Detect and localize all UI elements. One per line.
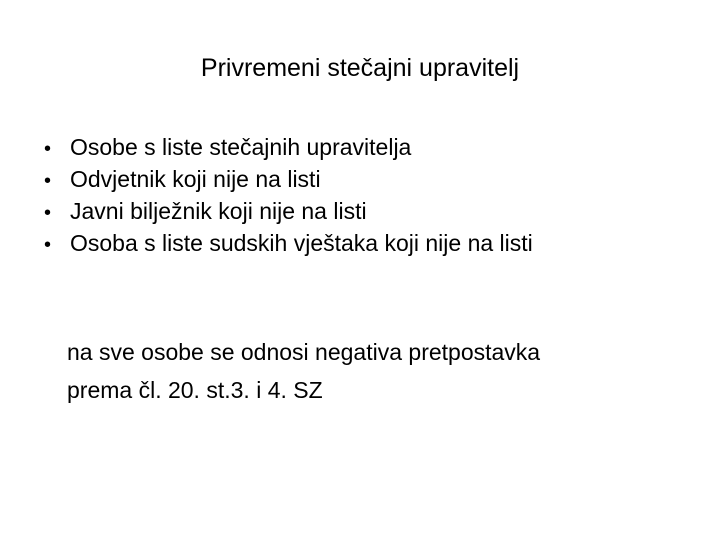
bullet-icon: • — [44, 234, 52, 256]
note-paragraph — [67, 333, 540, 409]
list-item-text: Javni bilježnik koji nije na listi — [70, 198, 367, 224]
note-line: na sve osobe se odnosi negativa pretpostavka — [67, 339, 541, 365]
bullet-icon: • — [44, 202, 52, 224]
list-item-text: Osoba s liste sudskih vještaka koji nije na listi — [70, 230, 533, 256]
note-line: prema čl. 20. st.3. i 4. SZ — [67, 377, 323, 403]
list-item-text: Osobe s liste stečajnih upravitelja — [70, 134, 412, 160]
list-item — [44, 227, 533, 259]
slide-title: Privremeni stečajni upravitelj — [200, 54, 520, 82]
list-item — [44, 195, 533, 227]
list-item — [44, 131, 533, 163]
bullet-icon: • — [44, 170, 52, 192]
list-item-text: Odvjetnik koji nije na listi — [70, 166, 321, 192]
bullet-list — [44, 131, 533, 259]
list-item — [44, 163, 533, 195]
bullet-icon: • — [44, 138, 52, 160]
